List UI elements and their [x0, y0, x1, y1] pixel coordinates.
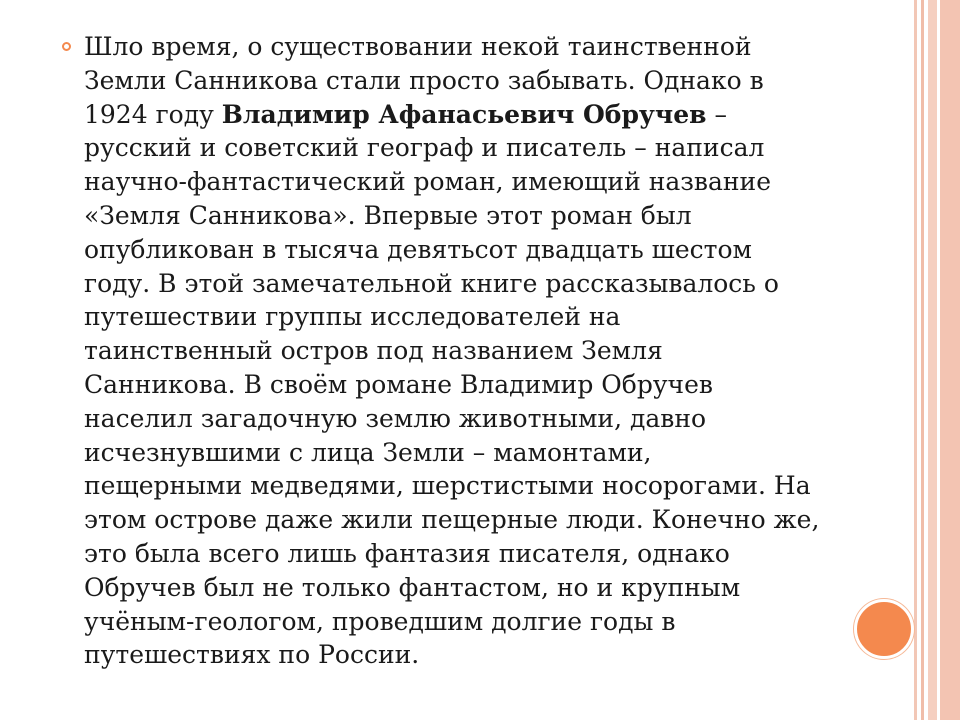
- line: путешествиях по России.: [84, 640, 420, 670]
- line: таинственный остров под названием Земля: [84, 336, 663, 366]
- bullet-ring-icon: [62, 42, 71, 51]
- line: населил загадочную землю животными, давно: [84, 403, 707, 433]
- text-content: [62, 30, 822, 672]
- line: Обручев был не только фантастом, но и крупным: [84, 572, 741, 602]
- line: пещерными медведями, шерстистыми носорогами. На: [84, 471, 811, 501]
- decorative-stripes: [914, 0, 960, 720]
- line: Шло время, о существовании некой таинственной: [84, 32, 752, 61]
- line: этом острове даже жили пещерные люди. Конечно же,: [84, 505, 820, 535]
- line-suffix: –: [706, 99, 727, 129]
- line: Санникова. В своём романе Владимир Обручев: [84, 369, 713, 399]
- bullet-paragraph: [62, 30, 822, 672]
- author-name: Владимир Афанасьевич Обручев: [221, 99, 707, 129]
- line: исчезнувшими с лица Земли – мамонтами,: [84, 437, 652, 467]
- line: опубликован в тысяча девятьсот двадцать шестом: [84, 234, 752, 264]
- line: русский и советский географ и писатель – написал: [84, 133, 765, 163]
- line: учёным-геологом, проведшим долгие годы в: [84, 606, 676, 636]
- line: путешествии группы исследователей на: [84, 302, 621, 332]
- line: научно-фантастический роман, имеющий название: [84, 167, 771, 197]
- decorative-circle: [854, 599, 914, 659]
- line-prefix: 1924 году: [84, 99, 222, 129]
- line: году. В этой замечательной книге рассказывалось о: [84, 268, 779, 298]
- line: это была всего лишь фантазия писателя, однако: [84, 538, 730, 568]
- line: Земли Санникова стали просто забывать. Однако в: [84, 65, 764, 95]
- line: «Земля Санникова». Впервые этот роман был: [84, 200, 692, 230]
